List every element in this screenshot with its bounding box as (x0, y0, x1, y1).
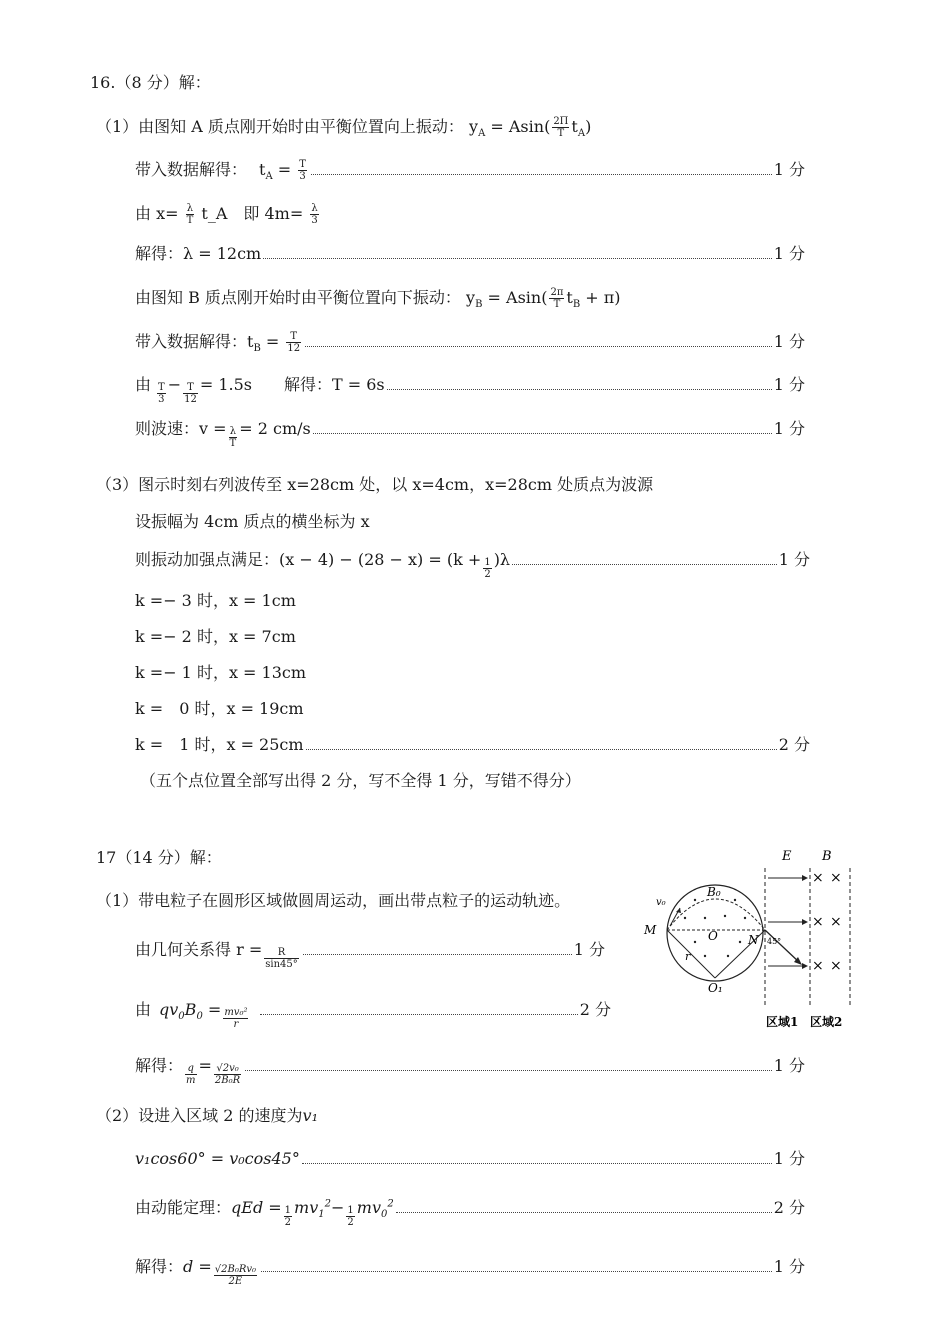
score-points: 1 分 (773, 419, 805, 438)
fraction-2pi-over-T: $\frac{2\Pi}{T}$ (553, 116, 569, 139)
q17-d-line: 解得： d = $\frac{\text{√2B₀Rv₀}}{2E}$ 1 分 (135, 1257, 805, 1287)
dotted-leader (387, 389, 772, 390)
q17-heading: 17（14 分）解： (96, 848, 222, 867)
dotted-leader (302, 1163, 772, 1164)
q17-lorentz-line: 由 $qv_0B_0$ = $\frac{\text{mv₀²}}{r}$ 2 分 (135, 1000, 611, 1030)
label-r: r (685, 950, 691, 963)
trajectory-diagram (640, 838, 865, 1036)
q16-part1-intro (96, 116, 591, 139)
q16-tB-label: 带入数据解得： (135, 332, 248, 351)
label-B: B (822, 849, 832, 864)
label-M: M (644, 923, 657, 937)
score-points: 2 分 (778, 735, 810, 754)
q16-part3-set: 设振幅为 4cm 质点的横坐标为 x (135, 512, 370, 531)
v0-arrowhead (676, 908, 681, 913)
q16-heading: 16.（8 分）解： (90, 73, 211, 92)
e-field-arrowheads (802, 875, 808, 969)
q16-constructive-condition: 则振动加强点满足：(x − 4) − (28 − x) = (k + $\frac{1}{2}$ )λ 1 分 (135, 550, 810, 580)
q17-qm-line: 解得： $\frac{q}{m}$ = $\frac{\text{√2v₀}}{\text{2B₀R}}$ 1 分 (135, 1056, 805, 1086)
dotted-leader (306, 749, 777, 750)
dotted-leader (260, 1014, 577, 1015)
dotted-leader (305, 346, 772, 347)
dotted-leader (261, 1271, 772, 1272)
exit-path (765, 930, 800, 963)
q17-cos-equation: v₁cos60° = v₀cos45° (135, 1149, 300, 1168)
q16-tA-equation: $t_A$ = $\frac{T}{3}$ (259, 159, 306, 183)
dotted-leader (245, 1070, 772, 1071)
q16-yB-equation: $y_B = Asin$( $\frac{2\pi}{T}$ $t_B + \pi$) (466, 287, 621, 311)
trajectory-arc (667, 899, 765, 930)
q16-yA-equation: $y_A = Asin$( $\frac{2\Pi}{T}$ $t_A$) (469, 116, 592, 140)
q16-tA-line (135, 159, 805, 182)
q16-k-row-last: k = 1 时，x = 25cm 2 分 (135, 735, 810, 754)
label-E: E (782, 849, 792, 864)
svg-text:×: × (812, 914, 824, 930)
q16-v-line: 则波速：v = $\frac{\lambda}{T}$ = 2 cm/s 1 分 (135, 419, 805, 449)
score-points: 1 分 (773, 160, 805, 179)
svg-text:×: × (830, 958, 842, 974)
dotted-leader (303, 954, 572, 955)
b-field-crosses (812, 870, 842, 974)
svg-text:×: × (830, 914, 842, 930)
label-N: N (748, 933, 759, 947)
label-region-2: 区域2 (810, 1015, 843, 1029)
q16-part1-intro-text: （1）由图知 A 质点刚开始时由平衡位置向上振动： (96, 117, 464, 136)
fraction-lambda-over-3: $\frac{\lambda}{3}$ (311, 203, 318, 226)
svg-text:×: × (830, 870, 842, 886)
label-angle: 45° (767, 937, 782, 946)
dotted-leader (313, 433, 772, 434)
q17-part1-intro: （1）带电粒子在圆形区域做圆周运动，画出带点粒子的运动轨迹。 (96, 891, 571, 910)
q16-B-intro: 由图知 B 质点刚开始时由平衡位置向下振动： $y_B = Asin$( $\frac{2\pi}{T}$ $t_B + \pi$) (135, 287, 621, 311)
score-points: 1 分 (573, 940, 605, 959)
svg-text:×: × (812, 870, 824, 886)
label-O1: O₁ (708, 981, 723, 995)
label-O: O (708, 929, 718, 943)
dotted-leader (311, 174, 772, 175)
svg-text:×: × (812, 958, 824, 974)
q16-k-row: k =− 3 时，x = 1cm (135, 591, 296, 610)
score-points: 1 分 (773, 332, 805, 351)
q16-lambda-relation: 由 x= $\frac{\lambda}{T}$ t_A 即 4m= $\frac{\lambda}{3}$ (135, 203, 318, 226)
score-points: 1 分 (778, 550, 810, 569)
q16-v-result: = 2 cm/s (239, 419, 311, 438)
dotted-leader (396, 1212, 772, 1213)
q16-k-row: k =− 1 时，x = 13cm (135, 663, 307, 682)
score-points: 1 分 (773, 244, 805, 263)
label-v0: v₀ (656, 897, 666, 908)
q16-lambda-line (135, 244, 805, 264)
score-points: 1 分 (773, 1149, 805, 1168)
q17-r-line: 由几何关系得 r = $\frac{R}{\sin 45^\circ}$ 1 分 (135, 940, 605, 970)
label-region-1: 区域1 (766, 1015, 799, 1029)
score-points: 1 分 (773, 1056, 805, 1075)
q17-part2-intro: （2）设进入区域 2 的速度为v₁ (96, 1106, 318, 1125)
dotted-leader (263, 258, 772, 259)
q16-k-row: k = 0 时，x = 19cm (135, 699, 304, 718)
q16-tB-line (135, 331, 805, 354)
field-dots (684, 899, 746, 957)
q16-T-line: 由 $\frac{T}{3}$ − $\frac{T}{12}$ = 1.5s 解得：T = 6s 1 分 (135, 375, 805, 405)
q16-part3-intro: （3）图示时刻右列波传至 x=28cm 处，以 x=4cm，x=28cm 处质点为波源 (96, 475, 654, 494)
q16-k-row: k =− 2 时，x = 7cm (135, 627, 296, 646)
q16-tB-equation: $t_B$ = $\frac{T}{12}$ (247, 331, 301, 355)
q16-T-result: = 1.5s 解得：T = 6s (199, 375, 385, 394)
score-points: 1 分 (773, 375, 805, 394)
q17-energy-line: 由动能定理： qEd = $\frac{1}{2}$ $mv_1^2$ − $\frac{1}{2}$ $mv_0^2$ 2 分 (135, 1198, 805, 1228)
fraction-lambda-over-T: $\frac{\lambda}{T}$ (186, 203, 194, 226)
score-points: 2 分 (773, 1198, 805, 1217)
q16-lambda-result: 解得：λ = 12cm (135, 244, 262, 263)
score-points: 2 分 (579, 1000, 611, 1019)
score-points: 1 分 (773, 1257, 805, 1276)
q16-scoring-note: （五个点位置全部写出得 2 分，写不全得 1 分，写错不得分） (140, 771, 581, 790)
dotted-leader (512, 564, 777, 565)
q16-tA-label: 带入数据解得： (135, 160, 248, 179)
e-field-arrows (768, 878, 806, 966)
label-B0: B₀ (707, 885, 721, 899)
q17-cos-line (135, 1149, 805, 1169)
